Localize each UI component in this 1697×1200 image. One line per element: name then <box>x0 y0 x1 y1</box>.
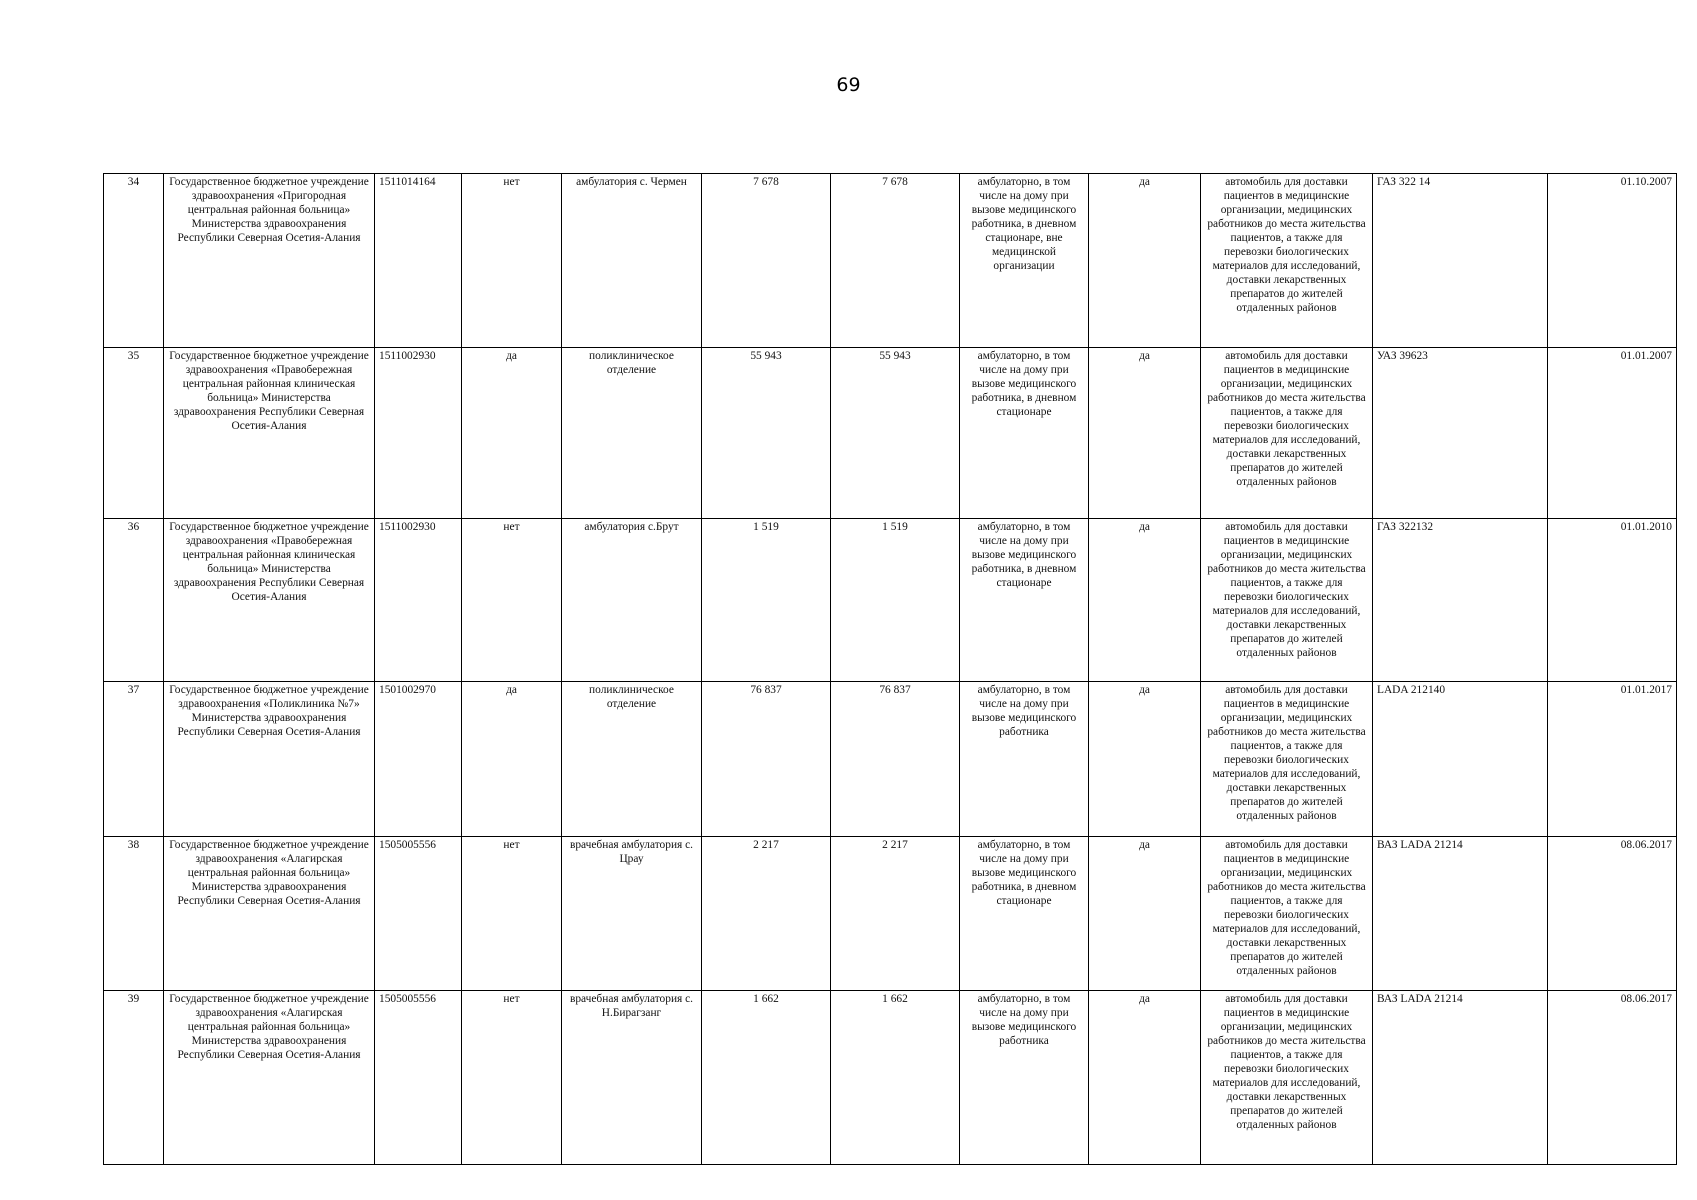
flag-cell: нет <box>462 174 562 348</box>
value-cell-1: 1 519 <box>702 519 831 682</box>
value-cell-2: 2 217 <box>831 837 960 991</box>
flag-cell: нет <box>462 991 562 1165</box>
inn-cell: 1505005556 <box>375 991 462 1165</box>
date-cell: 08.06.2017 <box>1548 837 1677 991</box>
conditions-cell: амбулаторно, в том числе на дому при вызове медицинского работника, в дневном стационаре, вне медицинской организации <box>960 174 1089 348</box>
vehicle-model-cell: LADA 212140 <box>1373 682 1548 837</box>
institution-cell: Государственное бюджетное учреждение здравоохранения «Правобережная центральная районная клиническая больница» Министерства здравоохранения Республики Северная Осетия-Алания <box>164 348 375 519</box>
value-cell-2: 76 837 <box>831 682 960 837</box>
purpose-cell: автомобиль для доставки пациентов в медицинские организации, медицинских работников до места жительства пациентов, а также для перевозки биологических материалов для исследований, доставки лекарственных препаратов до жителей отдаленных районов <box>1201 991 1373 1165</box>
registry-table <box>103 173 1677 1165</box>
vehicle-model-cell: УАЗ 39623 <box>1373 348 1548 519</box>
table-row <box>104 682 1677 837</box>
need-cell: да <box>1089 174 1201 348</box>
value-cell-2: 55 943 <box>831 348 960 519</box>
date-cell: 08.06.2017 <box>1548 991 1677 1165</box>
unit-cell: амбулатория с.Брут <box>562 519 702 682</box>
unit-cell: поликлиническое отделение <box>562 682 702 837</box>
inn-cell: 1511002930 <box>375 348 462 519</box>
conditions-cell: амбулаторно, в том числе на дому при вызове медицинского работника, в дневном стационаре <box>960 837 1089 991</box>
date-cell: 01.01.2007 <box>1548 348 1677 519</box>
value-cell-1: 76 837 <box>702 682 831 837</box>
table-row <box>104 348 1677 519</box>
flag-cell: нет <box>462 519 562 682</box>
need-cell: да <box>1089 348 1201 519</box>
institution-cell: Государственное бюджетное учреждение здравоохранения «Алагирская центральная районная больница» Министерства здравоохранения Республики Северная Осетия-Алания <box>164 991 375 1165</box>
need-cell: да <box>1089 519 1201 682</box>
conditions-cell: амбулаторно, в том числе на дому при вызове медицинского работника <box>960 991 1089 1165</box>
institution-cell: Государственное бюджетное учреждение здравоохранения «Пригородная центральная районная больница» Министерства здравоохранения Республики Северная Осетия-Алания <box>164 174 375 348</box>
table-row <box>104 174 1677 348</box>
date-cell: 01.10.2007 <box>1548 174 1677 348</box>
conditions-cell: амбулаторно, в том числе на дому при вызове медицинского работника, в дневном стационаре <box>960 348 1089 519</box>
value-cell-2: 1 519 <box>831 519 960 682</box>
row-number-cell: 34 <box>104 174 164 348</box>
purpose-cell: автомобиль для доставки пациентов в медицинские организации, медицинских работников до места жительства пациентов, а также для перевозки биологических материалов для исследований, доставки лекарственных препаратов до жителей отдаленных районов <box>1201 519 1373 682</box>
purpose-cell: автомобиль для доставки пациентов в медицинские организации, медицинских работников до места жительства пациентов, а также для перевозки биологических материалов для исследований, доставки лекарственных препаратов до жителей отдаленных районов <box>1201 682 1373 837</box>
value-cell-1: 2 217 <box>702 837 831 991</box>
vehicle-model-cell: ВАЗ LADA 21214 <box>1373 991 1548 1165</box>
inn-cell: 1511014164 <box>375 174 462 348</box>
value-cell-1: 55 943 <box>702 348 831 519</box>
conditions-cell: амбулаторно, в том числе на дому при вызове медицинского работника <box>960 682 1089 837</box>
need-cell: да <box>1089 837 1201 991</box>
flag-cell: да <box>462 682 562 837</box>
institution-cell: Государственное бюджетное учреждение здравоохранения «Правобережная центральная районная клиническая больница» Министерства здравоохранения Республики Северная Осетия-Алания <box>164 519 375 682</box>
unit-cell: врачебная амбулатория с. Н.Бирагзанг <box>562 991 702 1165</box>
value-cell-2: 7 678 <box>831 174 960 348</box>
table-row <box>104 519 1677 682</box>
row-number-cell: 37 <box>104 682 164 837</box>
purpose-cell: автомобиль для доставки пациентов в медицинские организации, медицинских работников до места жительства пациентов, а также для перевозки биологических материалов для исследований, доставки лекарственных препаратов до жителей отдаленных районов <box>1201 348 1373 519</box>
institution-cell: Государственное бюджетное учреждение здравоохранения «Алагирская центральная районная больница» Министерства здравоохранения Республики Северная Осетия-Алания <box>164 837 375 991</box>
institution-cell: Государственное бюджетное учреждение здравоохранения «Поликлиника №7» Министерства здравоохранения Республики Северная Осетия-Алания <box>164 682 375 837</box>
table-row <box>104 991 1677 1165</box>
flag-cell: нет <box>462 837 562 991</box>
date-cell: 01.01.2010 <box>1548 519 1677 682</box>
page-number: 69 <box>836 74 861 96</box>
row-number-cell: 38 <box>104 837 164 991</box>
inn-cell: 1501002970 <box>375 682 462 837</box>
unit-cell: поликлиническое отделение <box>562 348 702 519</box>
vehicle-model-cell: ГАЗ 322 14 <box>1373 174 1548 348</box>
value-cell-1: 7 678 <box>702 174 831 348</box>
purpose-cell: автомобиль для доставки пациентов в медицинские организации, медицинских работников до места жительства пациентов, а также для перевозки биологических материалов для исследований, доставки лекарственных препаратов до жителей отдаленных районов <box>1201 174 1373 348</box>
inn-cell: 1505005556 <box>375 837 462 991</box>
table-row <box>104 837 1677 991</box>
row-number-cell: 39 <box>104 991 164 1165</box>
value-cell-2: 1 662 <box>831 991 960 1165</box>
unit-cell: амбулатория с. Чермен <box>562 174 702 348</box>
inn-cell: 1511002930 <box>375 519 462 682</box>
value-cell-1: 1 662 <box>702 991 831 1165</box>
purpose-cell: автомобиль для доставки пациентов в медицинские организации, медицинских работников до места жительства пациентов, а также для перевозки биологических материалов для исследований, доставки лекарственных препаратов до жителей отдаленных районов <box>1201 837 1373 991</box>
unit-cell: врачебная амбулатория с. Црау <box>562 837 702 991</box>
flag-cell: да <box>462 348 562 519</box>
row-number-cell: 35 <box>104 348 164 519</box>
need-cell: да <box>1089 682 1201 837</box>
vehicle-model-cell: ГАЗ 322132 <box>1373 519 1548 682</box>
date-cell: 01.01.2017 <box>1548 682 1677 837</box>
row-number-cell: 36 <box>104 519 164 682</box>
conditions-cell: амбулаторно, в том числе на дому при вызове медицинского работника, в дневном стационаре <box>960 519 1089 682</box>
vehicle-model-cell: ВАЗ LADA 21214 <box>1373 837 1548 991</box>
need-cell: да <box>1089 991 1201 1165</box>
